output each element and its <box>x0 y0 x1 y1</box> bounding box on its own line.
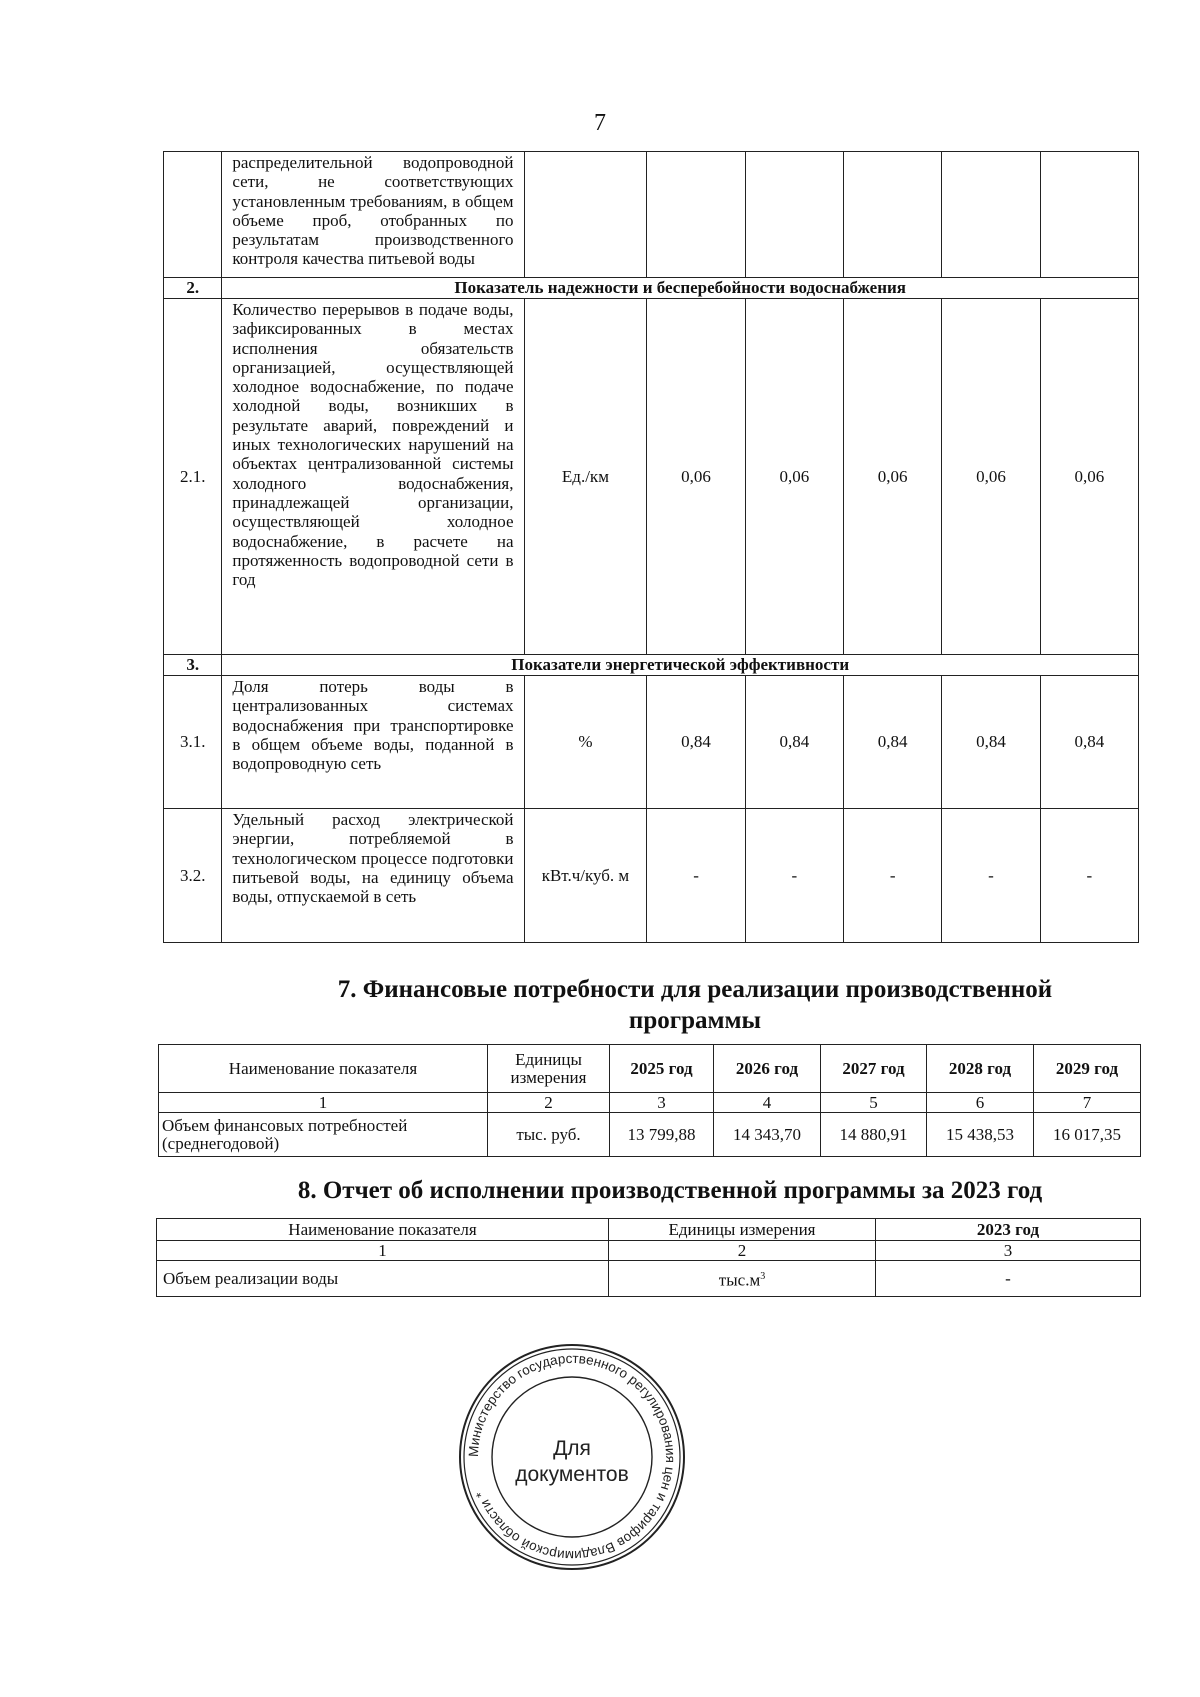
stamp-center-line1: Для <box>553 1437 591 1460</box>
row-number <box>164 152 222 278</box>
value-cell: 0,06 <box>647 299 745 655</box>
column-header: Единицы измерения <box>488 1045 610 1093</box>
value-cell <box>1040 152 1138 278</box>
official-stamp <box>458 1343 686 1571</box>
table-row <box>157 1261 1141 1297</box>
section-title: Показатель надежности и бесперебойности водоснабжения <box>222 278 1139 299</box>
indicator-name: Объем финансовых потребностей (среднегодовой) <box>159 1113 488 1157</box>
column-index: 2 <box>488 1093 610 1113</box>
value-cell: 14 880,91 <box>821 1113 927 1157</box>
stamp-center-line2: документов <box>515 1463 629 1486</box>
column-index: 1 <box>159 1093 488 1113</box>
section-row <box>164 278 1139 299</box>
column-index: 7 <box>1034 1093 1141 1113</box>
section-row <box>164 655 1139 676</box>
column-index: 4 <box>714 1093 821 1113</box>
value-cell: 16 017,35 <box>1034 1113 1141 1157</box>
unit-superscript: 3 <box>760 1270 766 1282</box>
column-header: 2027 год <box>821 1045 927 1093</box>
section-7-heading-line2: программы <box>628 1007 762 1034</box>
value-cell: 0,84 <box>844 676 942 809</box>
value-cell: - <box>876 1261 1141 1297</box>
section-8-heading: 8. Отчет об исполнении производственной программы за 2023 год <box>297 1177 1043 1204</box>
value-cell: 0,84 <box>942 676 1040 809</box>
value-cell: 0,06 <box>942 299 1040 655</box>
column-index: 3 <box>610 1093 714 1113</box>
value-cell: 13 799,88 <box>610 1113 714 1157</box>
index-row <box>157 1241 1141 1261</box>
financial-needs-table <box>158 1044 1141 1157</box>
value-cell: - <box>844 809 942 943</box>
value-cell <box>745 152 843 278</box>
value-cell: 0,06 <box>844 299 942 655</box>
value-cell <box>942 152 1040 278</box>
value-cell <box>844 152 942 278</box>
table-row <box>164 809 1139 943</box>
column-index: 2 <box>609 1241 876 1261</box>
stamp-ring-text: Министерство государственного регулирования цен и тарифов Владимирской области * <box>465 1350 679 1564</box>
value-cell: 0,06 <box>745 299 843 655</box>
indicator-name: Доля потерь воды в централизованных системах водоснабжения при транспортировке в общем объеме воды, поданной в водопроводную сеть <box>222 676 524 809</box>
table-row <box>164 152 1139 278</box>
value-cell: 15 438,53 <box>927 1113 1034 1157</box>
indicators-table <box>163 151 1139 943</box>
value-cell: 0,84 <box>1040 676 1138 809</box>
row-number: 3.2. <box>164 809 222 943</box>
page-number: 7 <box>594 110 606 136</box>
section-number: 3. <box>164 655 222 676</box>
unit-cell: Ед./км <box>524 299 647 655</box>
index-row <box>159 1093 1141 1113</box>
column-header: Наименование показателя <box>157 1219 609 1241</box>
section-title: Показатели энергетической эффективности <box>222 655 1139 676</box>
row-number: 3.1. <box>164 676 222 809</box>
table-row <box>159 1113 1141 1157</box>
column-index: 1 <box>157 1241 609 1261</box>
value-cell: - <box>647 809 745 943</box>
indicator-name: Объем реализации воды <box>157 1261 609 1297</box>
section-7-heading <box>260 974 1130 1036</box>
column-header: 2029 год <box>1034 1045 1141 1093</box>
section-7-heading-line1: 7. Финансовые потребности для реализации производственной <box>337 976 1053 1003</box>
indicator-name: Удельный расход электрической энергии, потребляемой в технологическом процессе подготовки питьевой воды, на единицу объема воды, отпускаемой в сеть <box>222 809 524 943</box>
table-row <box>164 299 1139 655</box>
column-header: Единицы измерения <box>609 1219 876 1241</box>
execution-report-table <box>156 1218 1141 1297</box>
header-row <box>157 1219 1141 1241</box>
unit-cell <box>524 152 647 278</box>
column-header: 2026 год <box>714 1045 821 1093</box>
table-row <box>164 676 1139 809</box>
column-index: 6 <box>927 1093 1034 1113</box>
column-header: 2023 год <box>876 1219 1141 1241</box>
column-header: Наименование показателя <box>159 1045 488 1093</box>
value-cell: - <box>1040 809 1138 943</box>
value-cell: 14 343,70 <box>714 1113 821 1157</box>
column-header: 2025 год <box>610 1045 714 1093</box>
header-row <box>159 1045 1141 1093</box>
column-index: 5 <box>821 1093 927 1113</box>
value-cell: 0,84 <box>647 676 745 809</box>
value-cell: 0,84 <box>745 676 843 809</box>
section-number: 2. <box>164 278 222 299</box>
indicator-name: Количество перерывов в подаче воды, зафиксированных в местах исполнения обязательств организацией, осуществляющей холодное водоснабжение, по подаче холодной воды, возникших в результате аварий, повреждений и иных технологических нарушений на объектах централизованной системы холодного водоснабжения, принадлежащей организации, осуществляющей холодное водоснабжение, в расчете на протяженность водопроводной сети в год <box>222 299 524 655</box>
unit-cell: кВт.ч/куб. м <box>524 809 647 943</box>
indicator-name: распределительной водопроводной сети, не соответствующих установленным требованиям, в общем объеме проб, отобранных по результатам производственного контроля качества питьевой воды <box>222 152 524 278</box>
value-cell: 0,06 <box>1040 299 1138 655</box>
row-number: 2.1. <box>164 299 222 655</box>
unit-text: тыс.м <box>718 1270 761 1290</box>
value-cell: - <box>942 809 1040 943</box>
value-cell <box>647 152 745 278</box>
column-header: 2028 год <box>927 1045 1034 1093</box>
unit-cell: % <box>524 676 647 809</box>
unit-cell: тыс. руб. <box>488 1113 610 1157</box>
value-cell: - <box>745 809 843 943</box>
unit-cell <box>609 1261 876 1297</box>
column-index: 3 <box>876 1241 1141 1261</box>
